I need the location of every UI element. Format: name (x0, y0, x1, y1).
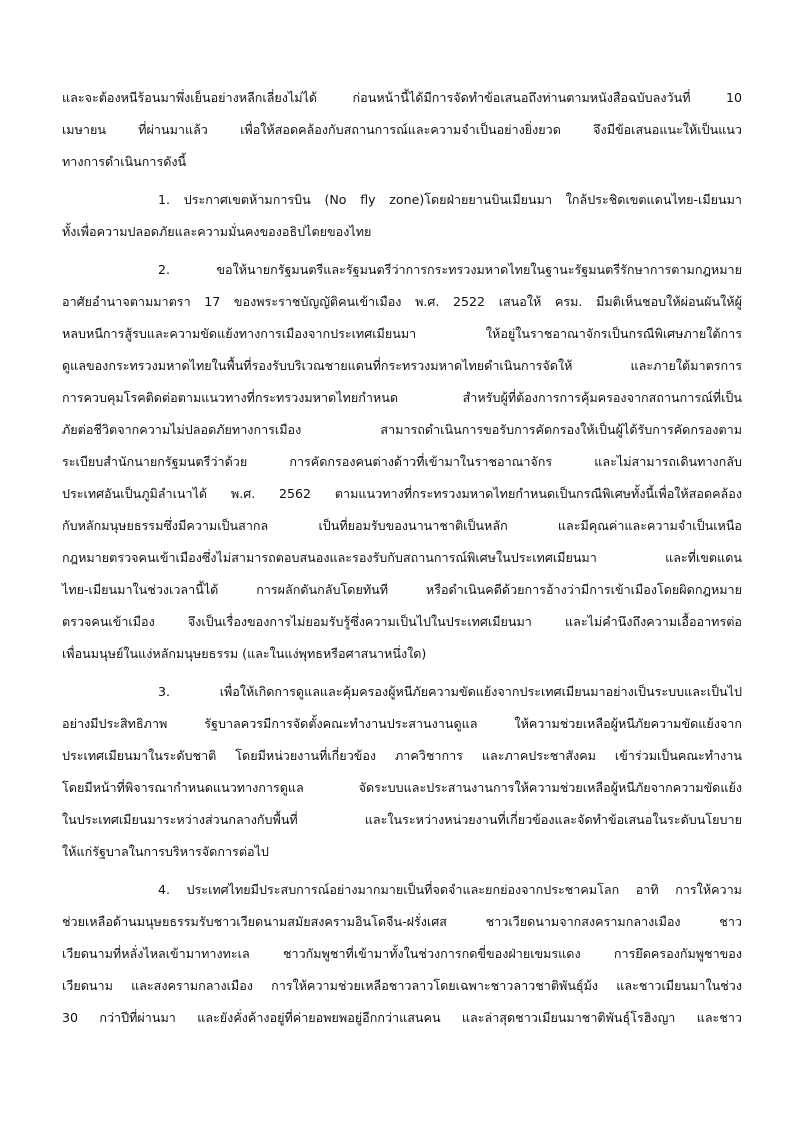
text-line: ระเบียบสำนักนายกรัฐมนตรีว่าด้วย การคัดกรองคนต่างด้าวที่เข้ามาในราชอาณาจักร และไม่สามารถเดินทางกลับ (62, 454, 742, 469)
text-line: หลบหนีการสู้รบและความขัดแย้งทางการเมืองจากประเทศเมียนมา ให้อยู่ในราชอาณาจักรเป็นกรณีพิเศษภายใต้การ (62, 326, 742, 341)
text-line: ดูแลของกระทรวงมหาดไทยในพื้นที่รองรับบริเวณชายแดนที่กระทรวงมหาดไทยดำเนินการจัดให้ และภายใต้มาตรการ (62, 358, 742, 373)
text-line: ภัยต่อชีวิตจากความไม่ปลอดภัยทางการเมือง สามารถดำเนินการขอรับการคัดกรองให้เป็นผู้ได้รับการคัดกรองตาม (62, 422, 742, 437)
text-line: กับหลักมนุษยธรรมซึ่งมีความเป็นสากล เป็นที่ยอมรับของนานาชาติเป็นหลัก และมีคุณค่าและความจำเป็นเหนือ (62, 518, 742, 533)
text-line: ประเทศเมียนมาในระดับชาติ โดยมีหน่วยงานที่เกี่ยวข้อง ภาควิชาการ และภาคประชาสังคม เข้าร่วมเป็นคณะทำงาน (62, 748, 742, 763)
text-line: ให้แก่รัฐบาลในการบริหารจัดการต่อไป (62, 844, 269, 859)
text-line: อย่างมีประสิทธิภาพ รัฐบาลควรมีการจัดตั้งคณะทำงานประสานงานดูแล ให้ความช่วยเหลือผู้หนีภัยความขัดแย้งจาก (62, 716, 742, 731)
text-line: ช่วยเหลือด้านมนุษยธรรมรับชาวเวียดนามสมัยสงครามอินโดจีน-ฝรั่งเศส ชาวเวียดนามจากสงครามกลางเมือง ชาว (62, 914, 742, 929)
text-line: ทั้งเพื่อความปลอดภัยและความมั่นคงของอธิปไตยของไทย (62, 224, 372, 239)
text-line: เวียดนาม และสงครามกลางเมือง การให้ความช่วยเหลือชาวลาวโดยเฉพาะชาวลาวชาติพันธุ์ม้ง และชาวเมียนมาในช่วง (62, 978, 742, 993)
text-line: 1. ประกาศเขตห้ามการบิน (No fly zone)โดยฝ่ายยานบินเมียนมา ใกล้ประชิดเขตแดนไทย-เมียนมา (158, 192, 742, 207)
text-line: ทางการดำเนินการดังนี้ (62, 154, 187, 169)
text-line: 4. ประเทศไทยมีประสบการณ์อย่างมากมายเป็นที่จดจำและยกย่องจากประชาคมโลก อาทิ การให้ความ (158, 882, 742, 897)
text-line: กฎหมายตรวจคนเข้าเมืองซึ่งไม่สามารถตอบสนองและรองรับกับสถานการณ์พิเศษในประเทศเมียนมา และที่เขตแดน (62, 550, 742, 565)
text-line: ในประเทศเมียนมาระหว่างส่วนกลางกับพื้นที่ และในระหว่างหน่วยงานที่เกี่ยวข้องและจัดทำข้อเสนอในระดับนโยบาย (62, 812, 742, 827)
text-line: 2. ขอให้นายกรัฐมนตรีและรัฐมนตรีว่าการกระทรวงมหาดไทยในฐานะรัฐมนตรีรักษาการตามกฎหมาย (158, 262, 742, 277)
text-line: เมษายน ที่ผ่านมาแล้ว เพื่อให้สอดคล้องกับสถานการณ์และความจำเป็นอย่างยิ่งยวด จึงมีข้อเสนอแนะให้เป็นแนว (62, 122, 742, 137)
text-line: การควบคุมโรคติดต่อตามแนวทางที่กระทรวงมหาดไทยกำหนด สำหรับผู้ที่ต้องการการคุ้มครองจากสถานการณ์ที่เป็น (62, 390, 742, 405)
text-line: ไทย-เมียนมาในช่วงเวลานี้ได้ การผลักดันกลับโดยทันที หรือดำเนินคดีด้วยการอ้างว่ามีการเข้าเมืองโดยผิดกฎหมาย (62, 582, 742, 597)
text-line: 30 กว่าปีที่ผ่านมา และยังคั่งค้างอยู่ที่ค่ายอพยพอยู่อีกกว่าแสนคน และล่าสุดชาวเมียนมาชาติพันธุ์โรฮิงญา และชาว (62, 1010, 742, 1025)
text-line: 3. เพื่อให้เกิดการดูแลและคุ้มครองผู้หนีภัยความขัดแย้งจากประเทศเมียนมาอย่างเป็นระบบและเป็นไป (158, 684, 742, 699)
text-line: โดยมีหน้าที่พิจารณากำหนดแนวทางการดูแล จัดระบบและประสานงานการให้ความช่วยเหลือผู้หนีภัยจากความขัดแย้ง (62, 780, 742, 795)
text-line: ตรวจคนเข้าเมือง จึงเป็นเรื่องของการไม่ยอมรับรู้ซึ่งความเป็นไปในประเทศเมียนมา และไม่คำนึงถึงความเอื้ออาทรต่อ (62, 614, 742, 629)
text-line: เพื่อนมนุษย์ในแง่หลักมนุษยธรรม (และในแง่พุทธหรือศาสนาหนึ่งใด) (62, 646, 427, 661)
text-line: ประเทศอันเป็นภูมิลำเนาได้ พ.ศ. 2562 ตามแนวทางที่กระทรวงมหาดไทยกำหนดเป็นกรณีพิเศษทั้งนี้เพื่อให้สอดคล้อง (62, 486, 742, 501)
text-line: และจะต้องหนีร้อนมาพึ่งเย็นอย่างหลีกเลี่ยงไม่ได้ ก่อนหน้านี้ได้มีการจัดทำข้อเสนอถึงท่านตามหนังสือฉบับลงวันที่ 10 (62, 90, 742, 105)
text-line: เวียดนามที่หลั่งไหลเข้ามาทางทะเล ชาวกัมพูชาที่เข้ามาทั้งในช่วงการกดขี่ของฝ่ายเขมรแดง การยึดครองกัมพูชาของ (62, 946, 742, 961)
text-line: อาศัยอำนาจตามมาตรา 17 ของพระราชบัญญัติคนเข้าเมือง พ.ศ. 2522 เสนอให้ ครม. มีมติเห็นชอบให้ผ่อนผันให้ผู้ (62, 294, 742, 309)
